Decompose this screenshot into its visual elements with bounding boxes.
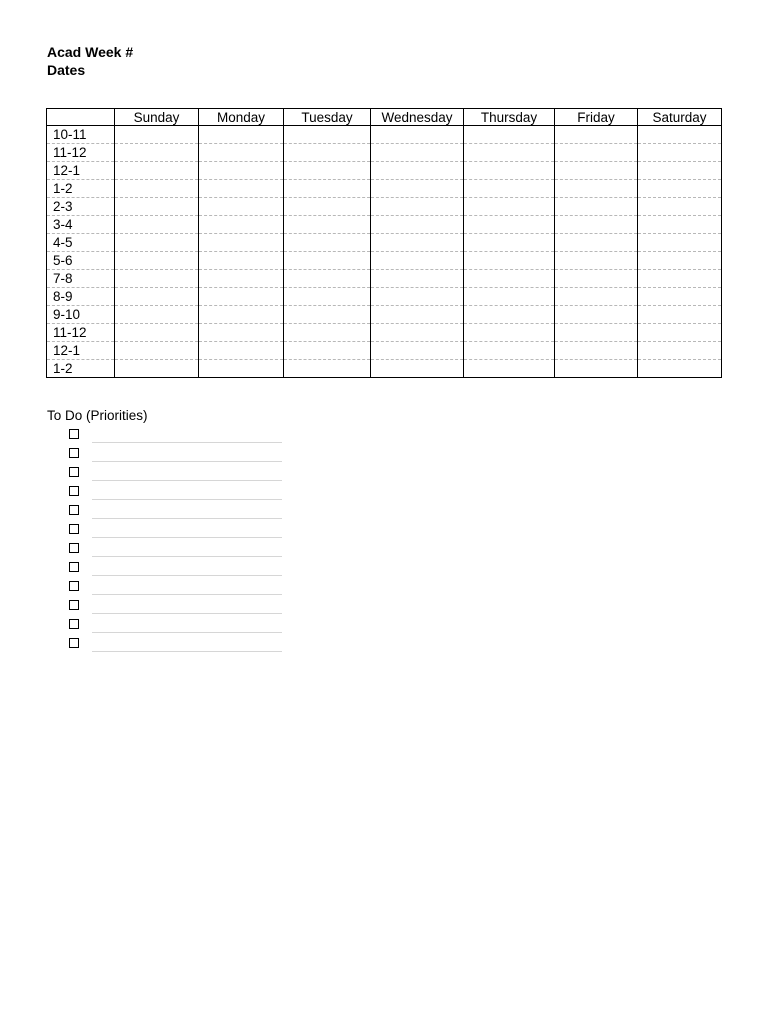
table-row bbox=[47, 216, 722, 234]
schedule-cell-thursday[interactable] bbox=[464, 306, 555, 324]
schedule-cell-sunday[interactable] bbox=[115, 252, 199, 270]
schedule-cell-monday[interactable] bbox=[199, 198, 284, 216]
schedule-cell-sunday[interactable] bbox=[115, 198, 199, 216]
time-slot-label: 10-11 bbox=[47, 126, 115, 144]
schedule-cell-tuesday[interactable] bbox=[284, 234, 371, 252]
todo-item bbox=[69, 426, 282, 445]
schedule-cell-monday[interactable] bbox=[199, 342, 284, 360]
schedule-cell-friday[interactable] bbox=[555, 342, 638, 360]
schedule-cell-saturday[interactable] bbox=[638, 252, 722, 270]
table-row bbox=[47, 306, 722, 324]
todo-entry-line[interactable] bbox=[92, 445, 282, 462]
checkbox[interactable] bbox=[69, 562, 79, 572]
schedule-cell-friday[interactable] bbox=[555, 288, 638, 306]
schedule-cell-saturday[interactable] bbox=[638, 162, 722, 180]
schedule-cell-saturday[interactable] bbox=[638, 126, 722, 144]
day-header-friday: Friday bbox=[555, 109, 638, 126]
schedule-cell-sunday[interactable] bbox=[115, 360, 199, 378]
schedule-cell-sunday[interactable] bbox=[115, 162, 199, 180]
table-row bbox=[47, 324, 722, 342]
schedule-cell-thursday[interactable] bbox=[464, 360, 555, 378]
schedule-cell-friday[interactable] bbox=[555, 198, 638, 216]
table-row bbox=[47, 342, 722, 360]
checkbox[interactable] bbox=[69, 581, 79, 591]
weekly-schedule-table bbox=[46, 108, 722, 378]
checkbox[interactable] bbox=[69, 505, 79, 515]
table-row bbox=[47, 180, 722, 198]
table-row bbox=[47, 234, 722, 252]
schedule-cell-wednesday[interactable] bbox=[371, 342, 464, 360]
schedule-cell-monday[interactable] bbox=[199, 162, 284, 180]
schedule-cell-tuesday[interactable] bbox=[284, 126, 371, 144]
schedule-cell-friday[interactable] bbox=[555, 306, 638, 324]
time-slot-label: 5-6 bbox=[47, 252, 115, 270]
schedule-cell-thursday[interactable] bbox=[464, 144, 555, 162]
schedule-cell-wednesday[interactable] bbox=[371, 360, 464, 378]
schedule-cell-friday[interactable] bbox=[555, 180, 638, 198]
schedule-cell-thursday[interactable] bbox=[464, 180, 555, 198]
schedule-cell-saturday[interactable] bbox=[638, 198, 722, 216]
dates-label: Dates bbox=[47, 62, 86, 78]
schedule-cell-monday[interactable] bbox=[199, 180, 284, 198]
schedule-cell-tuesday[interactable] bbox=[284, 342, 371, 360]
todo-item bbox=[69, 502, 282, 521]
schedule-cell-wednesday[interactable] bbox=[371, 216, 464, 234]
schedule-cell-saturday[interactable] bbox=[638, 270, 722, 288]
schedule-cell-sunday[interactable] bbox=[115, 216, 199, 234]
checkbox[interactable] bbox=[69, 543, 79, 553]
schedule-cell-thursday[interactable] bbox=[464, 324, 555, 342]
todo-item bbox=[69, 540, 282, 559]
checkbox[interactable] bbox=[69, 524, 79, 534]
todo-entry-line[interactable] bbox=[92, 502, 282, 519]
table-row bbox=[47, 360, 722, 378]
schedule-cell-tuesday[interactable] bbox=[284, 324, 371, 342]
schedule-cell-monday[interactable] bbox=[199, 234, 284, 252]
schedule-cell-monday[interactable] bbox=[199, 270, 284, 288]
time-slot-label: 11-12 bbox=[47, 324, 115, 342]
schedule-header-row bbox=[47, 109, 722, 126]
schedule-cell-wednesday[interactable] bbox=[371, 252, 464, 270]
todo-entry-line[interactable] bbox=[92, 521, 282, 538]
schedule-cell-sunday[interactable] bbox=[115, 180, 199, 198]
schedule-body bbox=[47, 126, 722, 378]
day-header-tuesday: Tuesday bbox=[284, 109, 371, 126]
schedule-cell-wednesday[interactable] bbox=[371, 306, 464, 324]
todo-entry-line[interactable] bbox=[92, 635, 282, 652]
day-header-monday: Monday bbox=[199, 109, 284, 126]
time-slot-label: 1-2 bbox=[47, 360, 115, 378]
time-slot-label: 11-12 bbox=[47, 144, 115, 162]
schedule-cell-sunday[interactable] bbox=[115, 234, 199, 252]
schedule-cell-wednesday[interactable] bbox=[371, 270, 464, 288]
table-row bbox=[47, 162, 722, 180]
schedule-cell-thursday[interactable] bbox=[464, 288, 555, 306]
schedule-cell-saturday[interactable] bbox=[638, 324, 722, 342]
schedule-cell-friday[interactable] bbox=[555, 216, 638, 234]
todo-entry-line[interactable] bbox=[92, 426, 282, 443]
table-row bbox=[47, 126, 722, 144]
schedule-cell-monday[interactable] bbox=[199, 360, 284, 378]
todo-entry-line[interactable] bbox=[92, 464, 282, 481]
schedule-cell-sunday[interactable] bbox=[115, 342, 199, 360]
schedule-cell-wednesday[interactable] bbox=[371, 234, 464, 252]
schedule-cell-friday[interactable] bbox=[555, 144, 638, 162]
table-row bbox=[47, 144, 722, 162]
time-slot-label: 1-2 bbox=[47, 180, 115, 198]
schedule-cell-monday[interactable] bbox=[199, 144, 284, 162]
time-slot-label: 9-10 bbox=[47, 306, 115, 324]
day-header-saturday: Saturday bbox=[638, 109, 722, 126]
todo-item bbox=[69, 635, 282, 654]
time-slot-label: 8-9 bbox=[47, 288, 115, 306]
schedule-cell-thursday[interactable] bbox=[464, 126, 555, 144]
schedule-cell-monday[interactable] bbox=[199, 288, 284, 306]
todo-item bbox=[69, 464, 282, 483]
table-row bbox=[47, 252, 722, 270]
schedule-cell-tuesday[interactable] bbox=[284, 144, 371, 162]
time-slot-label: 12-1 bbox=[47, 342, 115, 360]
schedule-cell-thursday[interactable] bbox=[464, 162, 555, 180]
schedule-cell-saturday[interactable] bbox=[638, 360, 722, 378]
checkbox[interactable] bbox=[69, 429, 79, 439]
schedule-cell-tuesday[interactable] bbox=[284, 288, 371, 306]
checkbox[interactable] bbox=[69, 638, 79, 648]
time-slot-label: 12-1 bbox=[47, 162, 115, 180]
schedule-cell-friday[interactable] bbox=[555, 270, 638, 288]
schedule-cell-thursday[interactable] bbox=[464, 270, 555, 288]
day-header-wednesday: Wednesday bbox=[371, 109, 464, 126]
schedule-cell-sunday[interactable] bbox=[115, 324, 199, 342]
day-header-sunday: Sunday bbox=[115, 109, 199, 126]
schedule-cell-saturday[interactable] bbox=[638, 306, 722, 324]
schedule-cell-friday[interactable] bbox=[555, 252, 638, 270]
schedule-cell-wednesday[interactable] bbox=[371, 162, 464, 180]
schedule-cell-friday[interactable] bbox=[555, 324, 638, 342]
todo-entry-line[interactable] bbox=[92, 540, 282, 557]
schedule-cell-wednesday[interactable] bbox=[371, 126, 464, 144]
schedule-cell-friday[interactable] bbox=[555, 360, 638, 378]
schedule-cell-wednesday[interactable] bbox=[371, 324, 464, 342]
schedule-cell-monday[interactable] bbox=[199, 126, 284, 144]
schedule-cell-saturday[interactable] bbox=[638, 144, 722, 162]
schedule-cell-friday[interactable] bbox=[555, 234, 638, 252]
todo-entry-line[interactable] bbox=[92, 578, 282, 595]
todo-entry-line[interactable] bbox=[92, 597, 282, 614]
todo-entry-line[interactable] bbox=[92, 616, 282, 633]
schedule-cell-tuesday[interactable] bbox=[284, 306, 371, 324]
time-slot-label: 4-5 bbox=[47, 234, 115, 252]
schedule-cell-tuesday[interactable] bbox=[284, 180, 371, 198]
schedule-cell-tuesday[interactable] bbox=[284, 198, 371, 216]
table-row bbox=[47, 270, 722, 288]
todo-item bbox=[69, 578, 282, 597]
checkbox[interactable] bbox=[69, 619, 79, 629]
time-column-header bbox=[47, 109, 115, 126]
page-header bbox=[47, 43, 133, 79]
table-row bbox=[47, 198, 722, 216]
checkbox[interactable] bbox=[69, 486, 79, 496]
schedule-cell-tuesday[interactable] bbox=[284, 270, 371, 288]
schedule-cell-saturday[interactable] bbox=[638, 288, 722, 306]
schedule-cell-saturday[interactable] bbox=[638, 180, 722, 198]
todo-title: To Do (Priorities) bbox=[47, 408, 148, 423]
table-row bbox=[47, 288, 722, 306]
schedule-cell-wednesday[interactable] bbox=[371, 198, 464, 216]
schedule-cell-thursday[interactable] bbox=[464, 216, 555, 234]
checkbox[interactable] bbox=[69, 600, 79, 610]
schedule-cell-sunday[interactable] bbox=[115, 270, 199, 288]
todo-item bbox=[69, 483, 282, 502]
time-slot-label: 7-8 bbox=[47, 270, 115, 288]
schedule-cell-wednesday[interactable] bbox=[371, 288, 464, 306]
schedule-cell-friday[interactable] bbox=[555, 126, 638, 144]
time-slot-label: 3-4 bbox=[47, 216, 115, 234]
schedule-cell-monday[interactable] bbox=[199, 252, 284, 270]
schedule-cell-sunday[interactable] bbox=[115, 126, 199, 144]
todo-entry-line[interactable] bbox=[92, 483, 282, 500]
time-slot-label: 2-3 bbox=[47, 198, 115, 216]
schedule-cell-saturday[interactable] bbox=[638, 342, 722, 360]
todo-item bbox=[69, 559, 282, 578]
schedule-cell-tuesday[interactable] bbox=[284, 360, 371, 378]
checkbox[interactable] bbox=[69, 448, 79, 458]
schedule-cell-wednesday[interactable] bbox=[371, 180, 464, 198]
schedule-cell-wednesday[interactable] bbox=[371, 144, 464, 162]
schedule-cell-tuesday[interactable] bbox=[284, 216, 371, 234]
schedule-cell-saturday[interactable] bbox=[638, 216, 722, 234]
schedule-cell-monday[interactable] bbox=[199, 324, 284, 342]
todo-entry-line[interactable] bbox=[92, 559, 282, 576]
schedule-cell-thursday[interactable] bbox=[464, 252, 555, 270]
schedule-cell-thursday[interactable] bbox=[464, 234, 555, 252]
checkbox[interactable] bbox=[69, 467, 79, 477]
todo-item bbox=[69, 445, 282, 464]
todo-item bbox=[69, 616, 282, 635]
todo-item bbox=[69, 597, 282, 616]
acad-week-label: Acad Week # bbox=[47, 44, 134, 60]
schedule-cell-monday[interactable] bbox=[199, 306, 284, 324]
todo-item bbox=[69, 521, 282, 540]
schedule-cell-saturday[interactable] bbox=[638, 234, 722, 252]
schedule-cell-friday[interactable] bbox=[555, 162, 638, 180]
schedule-cell-tuesday[interactable] bbox=[284, 162, 371, 180]
todo-list bbox=[69, 426, 282, 654]
schedule-cell-sunday[interactable] bbox=[115, 288, 199, 306]
day-header-thursday: Thursday bbox=[464, 109, 555, 126]
schedule-cell-sunday[interactable] bbox=[115, 144, 199, 162]
schedule-cell-thursday[interactable] bbox=[464, 342, 555, 360]
schedule-cell-thursday[interactable] bbox=[464, 198, 555, 216]
schedule-cell-sunday[interactable] bbox=[115, 306, 199, 324]
schedule-cell-tuesday[interactable] bbox=[284, 252, 371, 270]
schedule-cell-monday[interactable] bbox=[199, 216, 284, 234]
